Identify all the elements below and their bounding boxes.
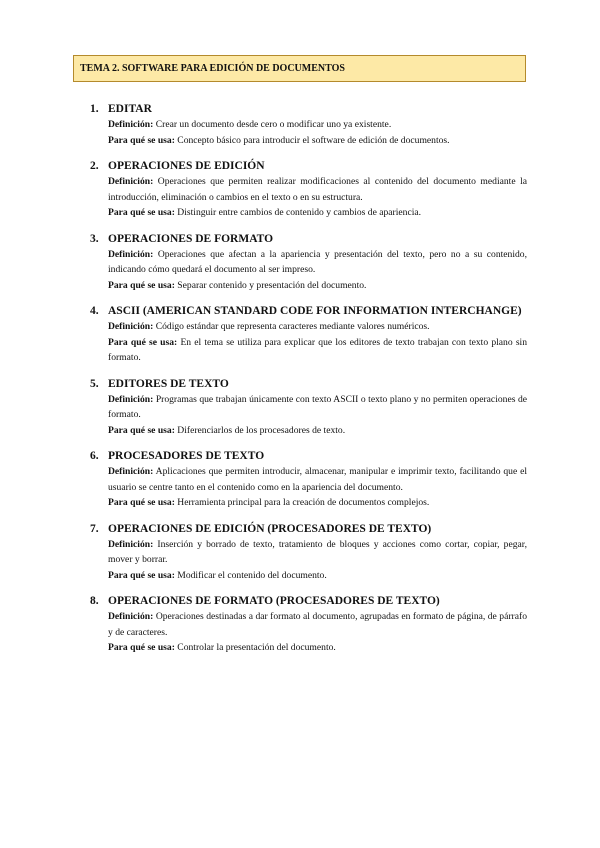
item-body [108, 609, 527, 656]
usage-text: En el tema se utiliza para explicar que los editores de texto trabajan con texto plano sin formato. [108, 336, 528, 363]
definition-paragraph [108, 174, 527, 205]
usage-paragraph [108, 423, 527, 439]
document-header [73, 55, 526, 82]
item-title: OPERACIONES DE EDICIÓN (PROCESADORES DE TEXTO) [108, 522, 432, 535]
usage-text: Modificar el contenido del documento. [177, 569, 327, 581]
definition-text: Operaciones que afectan a la apariencia y presentación del texto, pero no a su contenido, indicando cómo quedará el documento al ser impreso. [108, 248, 527, 275]
definition-label: Definición: [108, 321, 154, 332]
item-number: 2. [90, 160, 99, 172]
definition-text: Inserción y borrado de texto, tratamiento de bloques y acciones como cortar, copiar, pegar, mover y borrar. [108, 538, 527, 565]
definition-label: Definición: [108, 466, 154, 477]
item-title: OPERACIONES DE FORMATO (PROCESADORES DE TEXTO) [108, 595, 440, 607]
usage-paragraph [108, 568, 527, 584]
definition-text: Código estándar que representa caracteres mediante valores numéricos. [155, 321, 430, 332]
definition-label: Definición: [108, 248, 154, 260]
item-number: 1. [90, 103, 99, 115]
usage-paragraph [108, 495, 527, 511]
item-title: EDITAR [108, 103, 152, 115]
definition-paragraph [108, 117, 527, 133]
definition-label: Definición: [108, 393, 154, 405]
item-title: OPERACIONES DE FORMATO [108, 232, 274, 245]
usage-paragraph [108, 335, 527, 366]
item-heading [90, 593, 527, 609]
definition-label: Definición: [108, 176, 154, 187]
item-heading [90, 231, 527, 247]
list-item [90, 101, 527, 148]
item-number: 7. [90, 522, 99, 535]
usage-text: Concepto básico para introducir el software de edición de documentos. [177, 134, 450, 146]
usage-label: Para qué se usa: [108, 134, 175, 146]
definition-paragraph [108, 609, 527, 640]
usage-label: Para qué se usa: [108, 497, 175, 508]
item-number: 6. [90, 450, 99, 462]
definition-label: Definición: [108, 538, 154, 550]
usage-paragraph [108, 640, 527, 656]
list-item [90, 158, 527, 221]
item-title: OPERACIONES DE EDICIÓN [108, 160, 265, 172]
definition-text: Operaciones destinadas a dar formato al documento, agrupadas en formato de página, de párrafo y de caracteres. [108, 611, 527, 638]
item-body [108, 537, 527, 584]
definition-text: Operaciones que permiten realizar modificaciones al contenido del documento mediante la introducción, eliminación o cambios en el texto o en su estructura. [108, 176, 527, 203]
usage-label: Para qué se usa: [108, 207, 175, 218]
item-body [108, 319, 527, 366]
item-number: 8. [90, 595, 99, 607]
item-body [108, 117, 527, 148]
usage-paragraph [108, 205, 527, 221]
usage-text: Separar contenido y presentación del documento. [177, 279, 367, 291]
definition-paragraph [108, 319, 527, 335]
usage-label: Para qué se usa: [108, 279, 175, 291]
definition-paragraph [108, 464, 527, 495]
list-item [90, 521, 527, 584]
usage-paragraph [108, 133, 527, 149]
definition-label: Definición: [108, 119, 154, 130]
definition-paragraph [108, 392, 527, 423]
definition-text: Programas que trabajan únicamente con texto ASCII o texto plano y no permiten operaciones de formato. [108, 393, 527, 420]
usage-label: Para qué se usa: [108, 569, 175, 581]
definitions-list [90, 101, 527, 666]
list-item [90, 303, 527, 366]
item-heading [90, 376, 527, 392]
definition-text: Crear un documento desde cero o modificar uno ya existente. [155, 119, 392, 130]
list-item [90, 231, 527, 294]
item-number: 3. [90, 232, 99, 245]
list-item [90, 376, 527, 439]
usage-text: Diferenciarlos de los procesadores de texto. [177, 424, 346, 436]
usage-text: Herramienta principal para la creación de documentos complejos. [177, 497, 430, 508]
usage-paragraph [108, 278, 527, 294]
item-heading [90, 521, 527, 537]
definition-text: Aplicaciones que permiten introducir, almacenar, manipular e imprimir texto, facilitando que el usuario se centre tanto en el contenido como en la apariencia del documento. [108, 466, 527, 493]
item-body [108, 247, 527, 294]
usage-text: Distinguir entre cambios de contenido y cambios de apariencia. [177, 207, 422, 218]
usage-label: Para qué se usa: [108, 642, 175, 653]
usage-label: Para qué se usa: [108, 336, 178, 348]
item-number: 5. [90, 377, 99, 390]
item-body [108, 392, 527, 439]
item-body [108, 464, 527, 511]
definition-paragraph [108, 247, 527, 278]
document-title: TEMA 2. SOFTWARE PARA EDICIÓN DE DOCUMENTOS [80, 63, 345, 74]
item-title: EDITORES DE TEXTO [108, 377, 229, 390]
list-item [90, 448, 527, 511]
definition-label: Definición: [108, 611, 154, 622]
usage-text: Controlar la presentación del documento. [177, 642, 336, 653]
item-heading [90, 448, 527, 464]
item-title: ASCII (AMERICAN STANDARD CODE FOR INFORMATION INTERCHANGE) [108, 305, 522, 317]
item-heading [90, 101, 527, 117]
item-body [108, 174, 527, 221]
usage-label: Para qué se usa: [108, 424, 175, 436]
item-title: PROCESADORES DE TEXTO [108, 450, 265, 462]
item-number: 4. [90, 305, 99, 317]
item-heading [90, 303, 527, 319]
item-heading [90, 158, 527, 174]
list-item [90, 593, 527, 656]
definition-paragraph [108, 537, 527, 568]
